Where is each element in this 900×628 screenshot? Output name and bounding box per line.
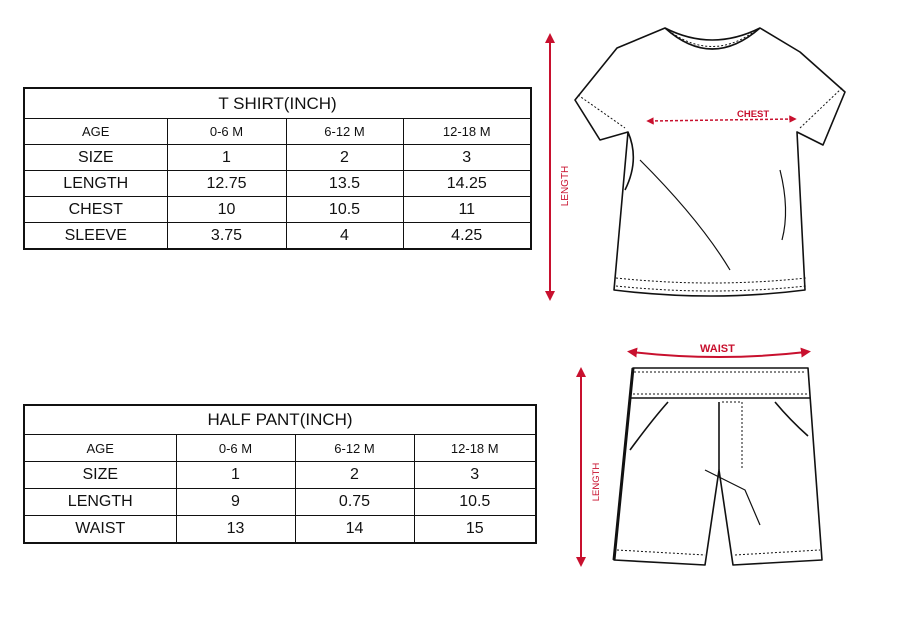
- table-cell: 10: [167, 197, 286, 223]
- pant-length-label: LENGTH: [591, 462, 602, 502]
- table-cell: 14: [295, 516, 414, 544]
- table-cell: 10.5: [414, 489, 536, 516]
- table-cell: 3: [403, 145, 531, 171]
- table-cell: 10.5: [286, 197, 403, 223]
- row-label: SIZE: [24, 462, 176, 489]
- table-cell: 9: [176, 489, 295, 516]
- age-column-header: 0-6 M: [167, 119, 286, 145]
- table-cell: 11: [403, 197, 531, 223]
- row-label: WAIST: [24, 516, 176, 544]
- age-column-header: 12-18 M: [414, 435, 536, 462]
- tshirt-length-label: LENGTH: [560, 165, 571, 207]
- chest-label: CHEST: [737, 109, 770, 120]
- waist-label: WAIST: [700, 343, 735, 355]
- pant-table-title: HALF PANT(INCH): [24, 405, 536, 435]
- table-cell: 2: [295, 462, 414, 489]
- table-cell: 2: [286, 145, 403, 171]
- table-cell: 15: [414, 516, 536, 544]
- row-label: SIZE: [24, 145, 167, 171]
- table-cell: 4: [286, 223, 403, 250]
- age-column-header: 6-12 M: [295, 435, 414, 462]
- tshirt-sketch-icon: [575, 28, 845, 296]
- row-label: LENGTH: [24, 489, 176, 516]
- row-label: SLEEVE: [24, 223, 167, 250]
- table-cell: 1: [167, 145, 286, 171]
- tshirt-table-title: T SHIRT(INCH): [24, 88, 531, 119]
- table-cell: 13: [176, 516, 295, 544]
- table-cell: 14.25: [403, 171, 531, 197]
- age-column-header: 12-18 M: [403, 119, 531, 145]
- table-cell: 4.25: [403, 223, 531, 250]
- age-column-header: 6-12 M: [286, 119, 403, 145]
- table-cell: 12.75: [167, 171, 286, 197]
- table-cell: 1: [176, 462, 295, 489]
- table-cell: 0.75: [295, 489, 414, 516]
- table-cell: 13.5: [286, 171, 403, 197]
- row-label: CHEST: [24, 197, 167, 223]
- table-cell: 3.75: [167, 223, 286, 250]
- table-cell: 3: [414, 462, 536, 489]
- age-header: AGE: [24, 119, 167, 145]
- age-header: AGE: [24, 435, 176, 462]
- age-column-header: 0-6 M: [176, 435, 295, 462]
- row-label: LENGTH: [24, 171, 167, 197]
- shorts-sketch-icon: [614, 368, 822, 565]
